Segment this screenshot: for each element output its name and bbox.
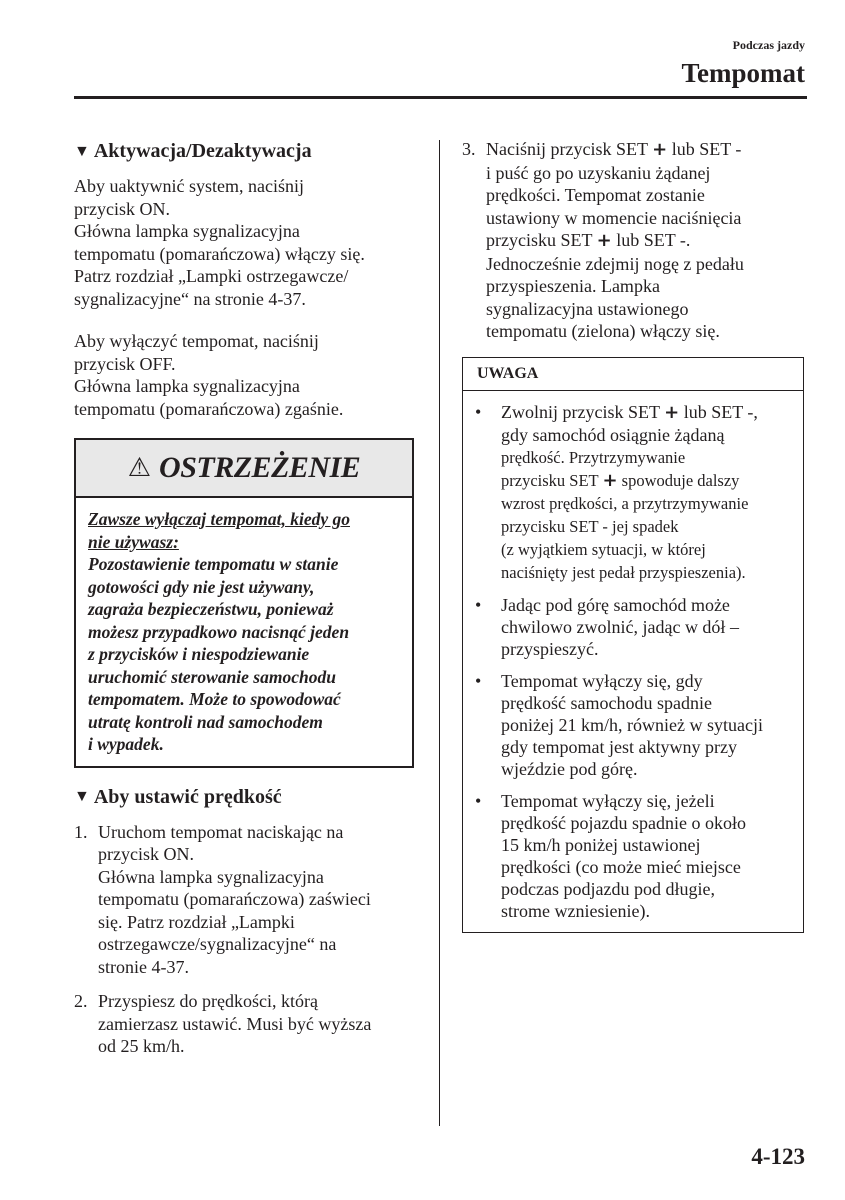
set-speed-steps (74, 821, 419, 1058)
list-item: • Jadąc pod górę samochód może chwilowo zwolnić, jadąc w dół – przyspieszyć. (475, 594, 739, 659)
warning-title: OSTRZEŻENIE (159, 451, 361, 484)
set-speed-heading-text: Aby ustawić prędkość (93, 785, 282, 808)
plus-icon: + (596, 230, 612, 251)
plus-icon: + (664, 401, 680, 423)
bullet-icon: • (475, 401, 482, 422)
set-speed-steps-continued (462, 138, 807, 343)
bullet-icon: • (475, 594, 482, 615)
note-box (462, 357, 804, 933)
list-item: • Zwolnij przycisk SET + lub SET -, gdy samochód osiągnie żądaną prędkość. Przytrzymywanie przycisku SET + spowoduje dalszy wzrost prędkości, a przytrzymywanie przycisku SET - jej spadek (z wyjątkiem sytuacji, w której naciśnięty jest pedał przyspieszenia). (475, 401, 758, 582)
page-number: 4-123 (751, 1144, 805, 1169)
activation-heading (74, 140, 419, 163)
list-item: 3. Naciśnij przycisk SET + lub SET - i puść go po uzyskaniu żądanej prędkości. Tempomat zostanie ustawiony w momencie naciśnięcia przycisku SET + lub SET -. Jednocześnie zdejmij nogę z pedału przyspieszenia. Lampka sygnalizacyjna ustawionego tempomatu (zielona) włączy się. (462, 139, 744, 341)
right-column (462, 138, 807, 933)
warning-header (76, 440, 412, 498)
plus-icon: + (602, 469, 618, 491)
section-label: Podczas jazdy (732, 38, 805, 52)
note-title: UWAGA (463, 358, 803, 391)
list-item: • Tempomat wyłączy się, gdy prędkość samochodu spadnie poniżej 21 km/h, również w sytuacji gdy tempomat jest aktywny przy wjeździe pod górę. (475, 670, 763, 779)
list-item: • Tempomat wyłączy się, jeżeli prędkość pojazdu spadnie o około 15 km/h poniżej ustawionej prędkości (co może mieć miejsce podczas podjazdu pod długie, strome wzniesienie). (475, 790, 746, 921)
list-item: 2. Przyspiesz do prędkości, którą zamierzasz ustawić. Musi być wyższa od 25 km/h. (74, 991, 372, 1056)
plus-icon: + (652, 139, 668, 160)
list-item: 1. Uruchom tempomat naciskając na przycisk ON. Główna lampka sygnalizacyjna tempomatu (pomarańczowa) zaświeci się. Patrz rozdział „Lampki ostrzegawcze/sygnalizacyjne“ na stronie 4-37. (74, 821, 371, 977)
activation-paragraph-2: Aby wyłączyć tempomat, naciśnij przycisk OFF. Główna lampka sygnalizacyjna tempomatu (pomarańczowa) zgaśnie. (74, 331, 344, 419)
bullet-icon: • (475, 790, 482, 811)
triangle-down-icon: ▼ (74, 788, 90, 805)
bullet-icon: • (475, 670, 482, 691)
header-rule (74, 96, 807, 99)
warning-triangle-icon: ⚠ (127, 453, 152, 482)
activation-paragraph-1: Aby uaktywnić system, naciśnij przycisk ON. Główna lampka sygnalizacyjna tempomatu (pomarańczowa) włączy się. Patrz rozdział „Lampki ostrzegawcze/ sygnalizacyjne“ na stronie 4-37. (74, 176, 365, 309)
column-divider (439, 140, 440, 1126)
page-title: Tempomat (681, 58, 805, 88)
note-body (463, 391, 803, 932)
left-column (74, 138, 419, 1070)
activation-heading-text: Aktywacja/Dezaktywacja (93, 140, 312, 162)
triangle-down-icon: ▼ (74, 142, 90, 160)
warning-lead: Zawsze wyłączaj tempomat, kiedy go nie używasz: (88, 509, 350, 552)
set-speed-heading (74, 786, 419, 809)
warning-box (74, 438, 414, 768)
warning-body: Zawsze wyłączaj tempomat, kiedy go nie używasz: Pozostawienie tempomatu w stanie gotowości gdy nie jest używany, zagraża bezpieczeństwu, ponieważ możesz przypadkowo nacisnąć jeden z przycisków i niespodziewanie uruchomić sterowanie samochodu tempomatem. Może to spowodować utratę kontroli nad samochodem i wypadek. (88, 509, 350, 754)
